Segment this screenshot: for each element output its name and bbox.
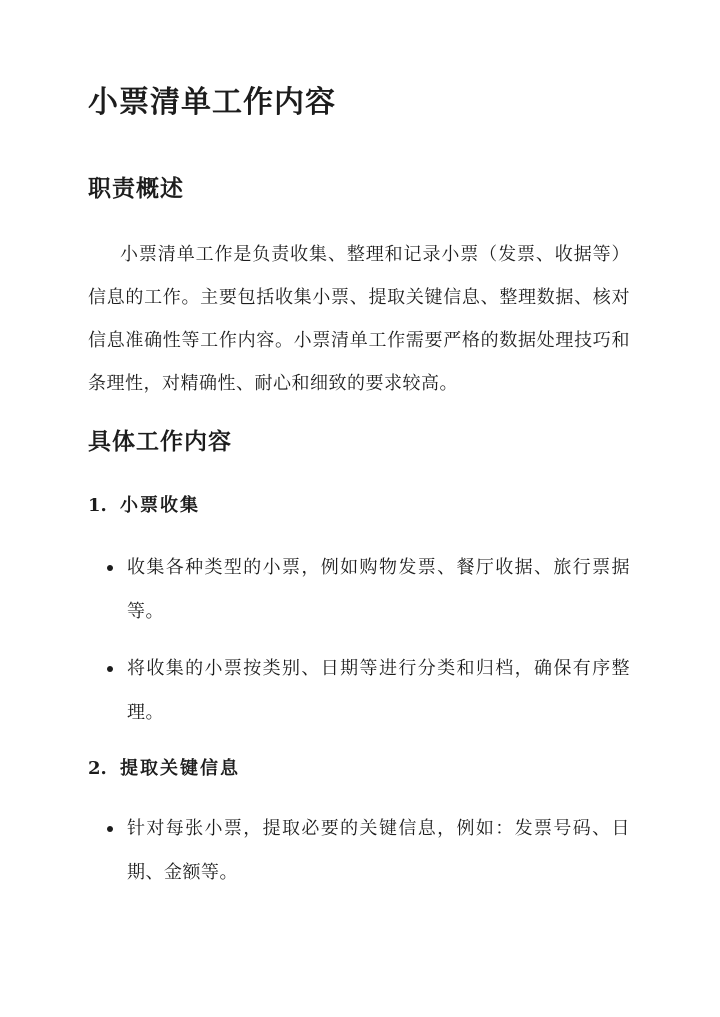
overview-paragraph: 小票清单工作是负责收集、整理和记录小票（发票、收据等）信息的工作。主要包括收集小票、提取关键信息、整理数据、核对信息准确性等工作内容。小票清单工作需要严格的数据处理技巧和条理性，对精确性、耐心和细致的要求较高。 (88, 244, 630, 394)
list-item-text: 将收集的小票按类别、日期等进行分类和归档，确保有序整理。 (127, 658, 630, 723)
subsection-2-title: 提取关键信息 (120, 758, 240, 779)
section-heading-overview: 职责概述 (88, 175, 184, 202)
bullet-icon (107, 666, 113, 672)
subsection-1-title: 小票收集 (120, 495, 200, 516)
subsection-1-number: 1. (88, 495, 107, 516)
subsection-1-heading (88, 494, 630, 518)
section-heading-details: 具体工作内容 (88, 428, 232, 455)
bullet-icon (107, 826, 113, 832)
list-item (88, 807, 630, 895)
list-item-text: 收集各种类型的小票，例如购物发票、餐厅收据、旅行票据等。 (127, 557, 630, 622)
document-title: 小票清单工作内容 (88, 85, 336, 120)
list-item-text: 针对每张小票，提取必要的关键信息，例如：发票号码、日期、金额等。 (127, 818, 630, 883)
list-item (88, 647, 630, 735)
list-item (88, 546, 630, 634)
bullet-icon (107, 565, 113, 571)
subsection-2-heading (88, 757, 630, 781)
subsection-2-number: 2. (88, 758, 107, 779)
